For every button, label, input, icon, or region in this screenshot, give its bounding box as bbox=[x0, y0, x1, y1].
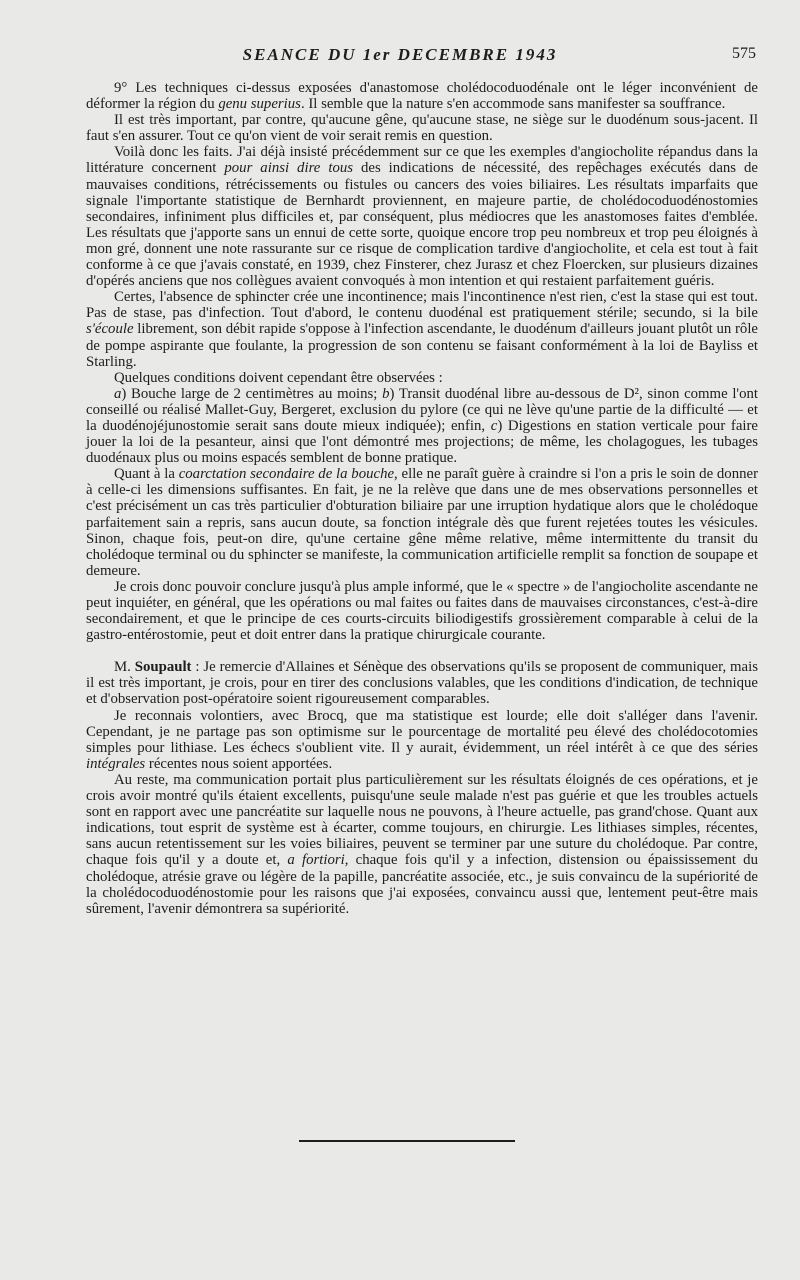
italic-term: intégrales bbox=[86, 755, 146, 772]
paragraph-sphincter: Certes, l'absence de sphincter crée une incontinence; mais l'incontinence n'est rien, c'est la stase qui est tout. Pas de stase, pas d'infection. Tout d'abord, le contenu duodénal est pratiquement stérile; secundo, si la bile s'écoule librement, son débit rapide s'oppose à l'infection ascendante, le duodénum d'ailleurs jouant plutôt un rôle de pompe aspirante que foulante, la progression de son contenu se faisant conformément à la loi de Bayliss et Starling. bbox=[86, 289, 758, 370]
paragraph-faits: Voilà donc les faits. J'ai déjà insisté précédemment sur ce que les exemples d'angiocholite répandus dans la littérature concernent pour ainsi dire tous des indications de nécessité, des repêchages exécutés dans de mauvaises conditions, rétrécissements ou fistules ou cancers des voies biliaires. Les résultats imparfaits que signale l'importante statistique de Bernhardt proviennent, en majeure partie, de cholédocoduodénostomies secondaires, infiniment plus difficiles et, par conséquent, plus médiocres que les anastomoses faites d'emblée. Les résultats que j'apporte sans un ennui de cette sorte, quoique encore trop peu nombreux et trop peu éloignés à mon gré, donnent une note rassurante sur ce risque de complication tardive d'angiocholite, et cela est tout à fait conforme à ce que j'avais constaté, en 1939, chez Finsterer, chez Jurasz et chez Floercken, sur plusieurs dizaines d'opérés anciens que nos collègues avaient convoqués à mon intention et qui restaient parfaitement guéris. bbox=[86, 144, 759, 290]
paragraph-conditions: Quelques conditions doivent cependant être observées : bbox=[114, 369, 443, 386]
italic-term: genu superius bbox=[218, 96, 301, 113]
paragraph-resultats: Au reste, ma communication portait plus particulièrement sur les résultats éloignés de ces opérations, et je crois avoir montré qu'ils étaient excellents, puisqu'une seule malade n'est pas guérie et que les troubles actuels sont en rapport avec une pancréatite sur laquelle nous ne pouvons, à l'heure actuelle, pas grand'chose. Quant aux indications, tout esprit de système est à écarter, comme toujours, en chirurgie. Les lithiases simples, récentes, sans aucun retentissement sur les voies biliaires, peuvent se terminer par une suture du cholédoque. Par contre, chaque fois qu'il y a doute et, a fortiori, chaque fois qu'il y a infection, distension ou épaississement du cholédoque, atrésie grave ou légère de la papille, pancréatite associée, etc., je suis convaincu de la supériorité de la cholédocoduodénostomie pour les raisons que j'ai exposées, convaincu aussi que, lentement peut-être mais sûrement, l'avenir démontrera sa supériorité. bbox=[86, 771, 758, 917]
section-divider bbox=[299, 1140, 515, 1142]
speaker-name: Soupault bbox=[134, 659, 192, 676]
page-number: 575 bbox=[732, 45, 756, 62]
italic-term: coarctation secondaire de la bouche bbox=[178, 466, 395, 483]
paragraph-technique-9: 9° Les techniques ci-dessus exposées d'anastomose cholédocoduodénale ont le léger inconvénient de déformer la région du genu superius. Il semble que la nature s'en accommode sans manifester sa souffrance. bbox=[86, 80, 758, 113]
paragraph-conditions-list: a) Bouche large de 2 centimètres au moins; b) Transit duodénal libre au-dessous de D², sinon comme l'ont conseillé ou réalisé Mallet-Guy, Bergeret, exclusion du pylore (ce qui ne lève qu'une partie de la difficulté — et la duodénojéjunostomie serait sans doute mieux indiquée); enfin, c) Digestions en station verticale pour faire jouer la loi de la pesanteur, ainsi que l'ont démontré mes projections; de même, les cholagogues, les tubages duodénaux plus ou moins espacés semblent de bonne pratique. bbox=[86, 385, 758, 467]
paragraph-statistique: Je reconnais volontiers, avec Brocq, que ma statistique est lourde; elle doit s'alléger dans l'avenir. Cependant, je ne partage pas son optimisme sur le pourcentage de mortalité peu élevé des cholédocotomies simples pour lithiase. Les échecs s'oublient vite. Il y aurait, évidemment, un réel intérêt à ce que des séries intégrales récentes nous soient apportées. bbox=[86, 707, 758, 772]
italic-term: pour ainsi dire tous bbox=[224, 160, 353, 177]
running-head: SEANCE DU 1er DECEMBRE 1943 bbox=[242, 45, 558, 64]
document-body bbox=[86, 80, 758, 917]
page-header bbox=[0, 45, 800, 69]
paragraph-duodenum: Il est très important, par contre, qu'aucune gêne, qu'aucune stase, ne siège sur le duodénum sous-jacent. Il faut s'en assurer. Tout ce qu'on vient de voir serait remis en question. bbox=[86, 112, 758, 145]
paragraph-conclusion: Je crois donc pouvoir conclure jusqu'à plus ample informé, que le « spectre » de l'angiocholite ascendante ne peut inquiéter, en général, que les opérations ou mal faites ou faites dans de mauvaises circonstances, c'est-à-dire secondairement, et que le principe de ces courts-circuits biliodigestifs grossièrement comparable à celui de la gastro-entérostomie, peut et doit entrer dans la pratique chirurgicale courante. bbox=[86, 578, 758, 644]
paragraph-coarctation: Quant à la coarctation secondaire de la bouche, elle ne paraît guère à craindre si l'on a pris le soin de donner à celle-ci les dimensions suffisantes. En fait, je ne la relève que dans une de mes observations personnelles et c'est précisément un cas très particulier d'obturation biliaire par une irruption hydatique alors que le cholédoque parfaitement sain a repris, sans aucun doute, sa fonction intégrale dès que furent rejetées toutes les vésicules. Sinon, chaque fois, peut-on dire, qu'une certaine gêne même relative, même intermittente du transit du cholédoque terminal ou du sphincter se manifeste, la communication artificielle remplit sa fonction de soupape et demeure. bbox=[86, 466, 758, 579]
italic-term: a fortiori bbox=[287, 852, 345, 869]
italic-term: s'écoule bbox=[86, 321, 134, 338]
paragraph-soupault: M. Soupault : Je remercie d'Allaines et Sénèque des observations qu'ils se proposent de communiquer, mais il est très important, je crois, pour en tirer des conclusions valables, que les conditions d'indication, de technique et d'observation post-opératoire soient rigoureusement comparables. bbox=[86, 659, 758, 708]
